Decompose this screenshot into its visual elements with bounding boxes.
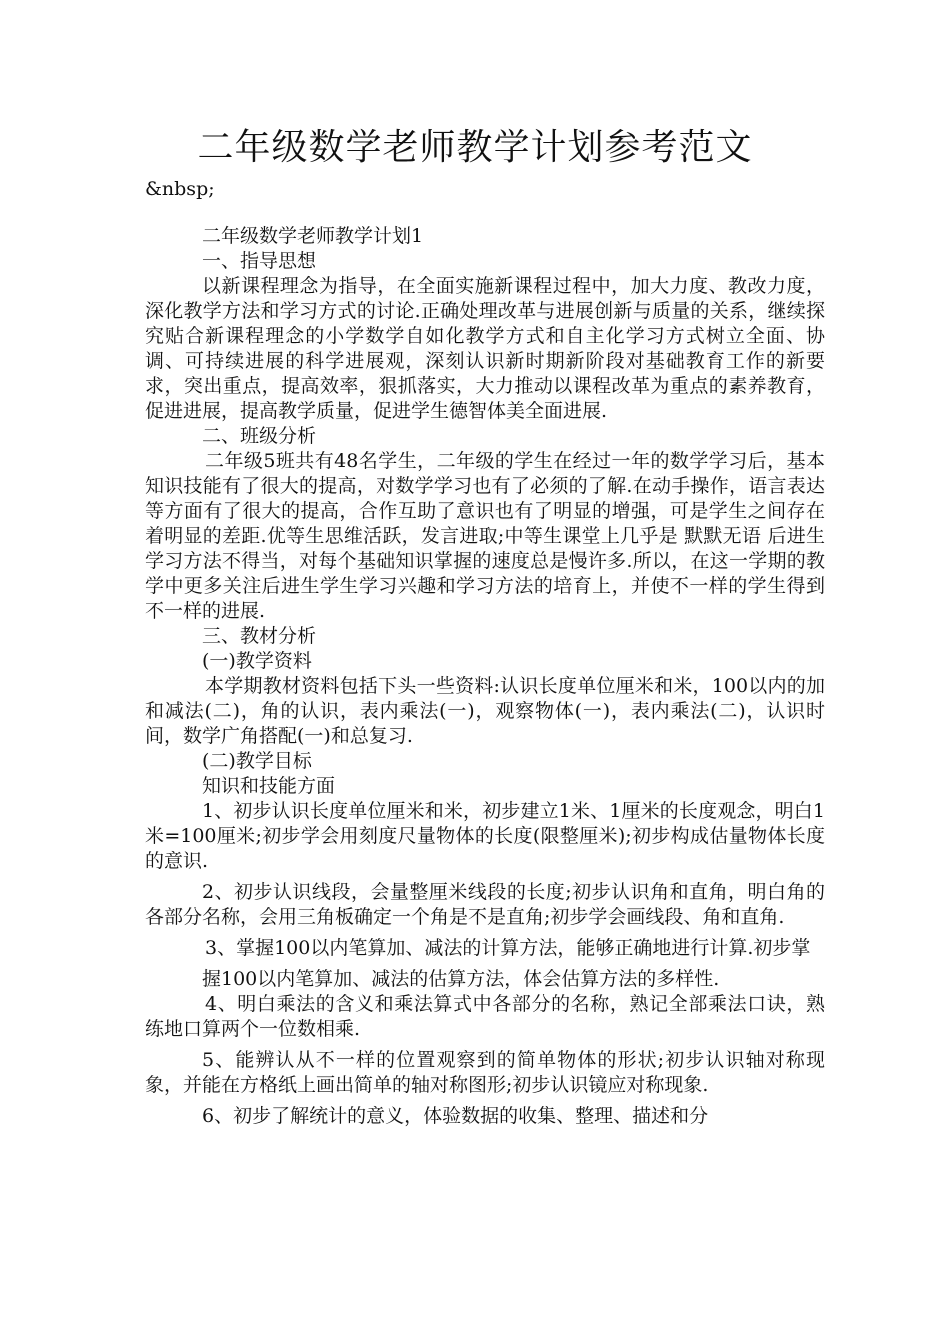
- paragraph: 以新课程理念为指导，在全面实施新课程过程中，加大力度、教改力度，深化教学方法和学习方式的讨论.正确处理改革与进展创新与质量的关系，继续探究贴合新课程理念的小学数学自如化教学方式和自主化学习方式树立全面、协调、可持续进展的科学进展观，深刻认识新时期新阶段对基础教育工作的新要求，突出重点，提高效率，狠抓落实，大力推动以课程改革为重点的素养教育，促进进展，提高教学质量，促进学生德智体美全面进展.: [145, 275, 825, 422]
- paragraph: 本学期教材资料包括下头一些资料:认识长度单位厘米和米，100以内的加和减法(二)，角的认识，表内乘法(一)，观察物体(一)，表内乘法(二)，认识时间，数学广角搭配(一)和总复习.: [145, 675, 825, 747]
- nbsp-text: &nbsp;: [145, 178, 215, 200]
- section-heading-2: 二、班级分析: [202, 425, 317, 447]
- list-item: 4、明白乘法的含义和乘法算式中各部分的名称，熟记全部乘法口诀，熟练地口算两个一位数相乘.: [145, 993, 825, 1040]
- document-title: 二年级数学老师教学计划参考范文: [197, 127, 753, 168]
- subsection-heading: 知识和技能方面: [202, 775, 336, 797]
- list-item: 握100以内笔算加、减法的估算方法，体会估算方法的多样性.: [202, 968, 720, 990]
- section-heading-1: 一、指导思想: [202, 250, 317, 272]
- list-item: 3、掌握100以内笔算加、减法的计算方法，能够正确地进行计算.初步掌: [205, 937, 811, 959]
- document-body: [145, 224, 825, 1129]
- list-item: 1、初步认识长度单位厘米和米，初步建立1米、1厘米的长度观念，明白1米=100厘米;初步学会用刻度尺量物体的长度(限整厘米);初步构成估量物体长度的意识.: [145, 800, 825, 872]
- subsection-heading: (二)教学目标: [202, 750, 312, 772]
- paragraph: 二年级5班共有48名学生，二年级的学生在经过一年的数学学习后，基本知识技能有了很大的提高，对数学学习也有了必须的了解.在动手操作，语言表达等方面有了很大的提高，合作互助了意识也有了明显的增强，可是学生之间存在着明显的差距.优等生思维活跃，发言进取;中等生课堂上几乎是 默默无语 后进生学习方法不得当，对每个基础知识掌握的速度总是慢许多.所以，在这一学期的教学中更多关注后进生学生学习兴趣和学习方法的培育上，并使不一样的学生得到不一样的进展.: [145, 450, 825, 622]
- subsection-heading: (一)教学资料: [202, 650, 312, 672]
- list-item: 5、能辨认从不一样的位置观察到的简单物体的形状;初步认识轴对称现象，并能在方格纸上画出简单的轴对称图形;初步认识镜应对称现象.: [145, 1049, 825, 1096]
- list-item: 6、初步了解统计的意义，体验数据的收集、整理、描述和分: [202, 1105, 709, 1127]
- plan-heading: 二年级数学老师教学计划1: [202, 225, 424, 247]
- list-item: 2、初步认识线段，会量整厘米线段的长度;初步认识角和直角，明白角的各部分名称，会用三角板确定一个角是不是直角;初步学会画线段、角和直角.: [145, 881, 825, 928]
- section-heading-3: 三、教材分析: [202, 625, 317, 647]
